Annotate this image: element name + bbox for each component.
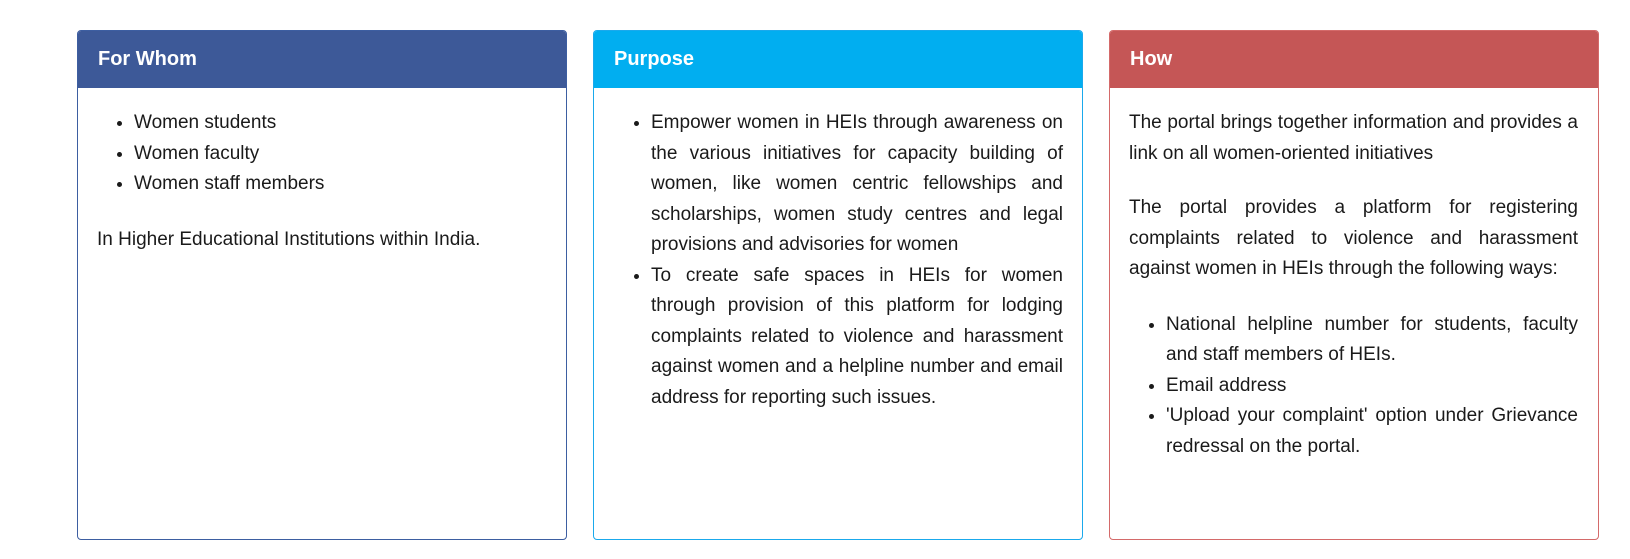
list-item: • Email address bbox=[1166, 371, 1578, 402]
list-item: • Women staff members bbox=[134, 169, 546, 200]
how-paragraph-2: The portal provides a platform for registering complaints related to violence and harassment against women in HEIs through the following ways: bbox=[1129, 197, 1578, 279]
how-paragraph-1: The portal brings together information and provides a link on all women-oriented initiatives bbox=[1129, 112, 1578, 164]
for-whom-header: For Whom bbox=[78, 31, 566, 88]
info-cards bbox=[77, 30, 1599, 540]
purpose-list bbox=[613, 108, 1063, 413]
list-item: • 'Upload your complaint' option under Grievance redressal on the portal. bbox=[1166, 401, 1578, 462]
list-item: • To create safe spaces in HEIs for women through provision of this platform for lodging complaints related to violence and harassment against women and a helpline number and email address for reporting such issues. bbox=[651, 261, 1063, 414]
purpose-card bbox=[593, 30, 1083, 540]
how-card bbox=[1109, 30, 1599, 540]
for-whom-list bbox=[97, 108, 546, 200]
purpose-header: Purpose bbox=[594, 31, 1082, 88]
how-header: How bbox=[1110, 31, 1598, 88]
for-whom-note: In Higher Educational Institutions within India. bbox=[97, 228, 481, 250]
for-whom-card bbox=[77, 30, 567, 540]
how-body bbox=[1110, 88, 1598, 462]
list-item: • Women students bbox=[134, 108, 546, 139]
list-item: • National helpline number for students, faculty and staff members of HEIs. bbox=[1166, 310, 1578, 371]
for-whom-body bbox=[78, 88, 566, 255]
purpose-body bbox=[594, 88, 1082, 413]
list-item: • Women faculty bbox=[134, 139, 546, 170]
how-list bbox=[1129, 310, 1578, 463]
list-item: • Empower women in HEIs through awareness on the various initiatives for capacity building of women, like women centric fellowships and scholarships, women study centres and legal provisions and advisories for women bbox=[651, 108, 1063, 261]
